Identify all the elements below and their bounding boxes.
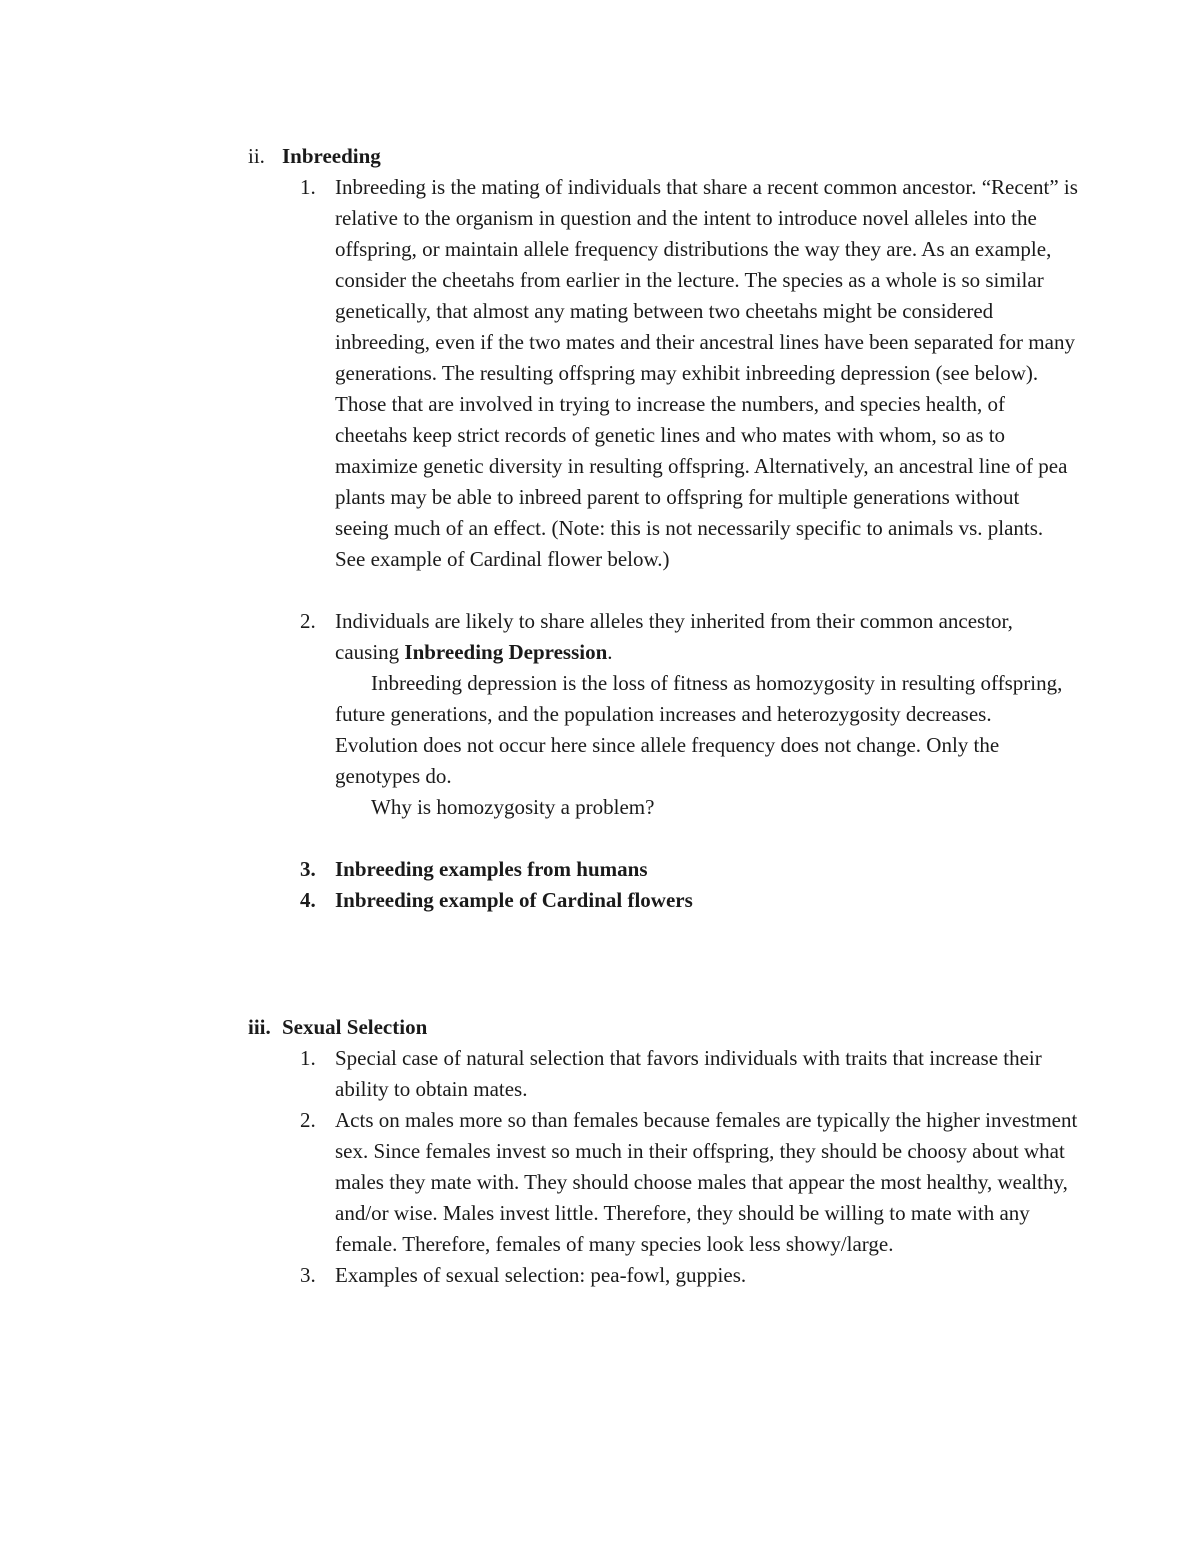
list-item [248, 1105, 1078, 1260]
section-heading [248, 141, 1078, 172]
item-text: Acts on males more so than females because females are typically the higher investment sex. Since females invest so much in their offspring, they should be choosy about what males they mate with. They should choose males that appear the most healthy, wealthy, and/or wise. Males invest little. Therefore, they should be willing to mate with any female. Therefore, females of many species look less showy/large. [335, 1108, 1078, 1256]
item-number: 1. [300, 175, 316, 199]
list-item [248, 854, 1078, 885]
section-title: Inbreeding [282, 144, 381, 168]
list-item [248, 1260, 1078, 1291]
item-number: 1. [300, 1046, 316, 1070]
item-question: Why is homozygosity a problem? [371, 795, 655, 819]
item-text [335, 606, 1078, 668]
item-paragraph: Inbreeding depression is the loss of fitness as homozygosity in resulting offspring, future generations, and the population increases and heterozygosity decreases. Evolution does not occur here since allele frequency does not change. Only the genotypes do. [335, 671, 1063, 788]
term-inbreeding-depression: Inbreeding Depression [404, 640, 608, 664]
section-title: Sexual Selection [282, 1015, 428, 1039]
item-number: 3. [300, 1263, 316, 1287]
section-inbreeding [248, 141, 1078, 916]
item-text: Examples of sexual selection: pea-fowl, guppies. [335, 1263, 747, 1287]
item-number: 3. [300, 857, 316, 881]
item-number: 2. [300, 609, 316, 633]
list-item [248, 885, 1078, 916]
item-text: Inbreeding is the mating of individuals that share a recent common ancestor. “Recent” is relative to the organism in question and the intent to introduce novel alleles into the offspring, or maintain allele frequency distributions the way they are. As an example, consider the cheetahs from earlier in the lecture. The species as a whole is so similar genetically, that almost any mating between two cheetahs might be considered inbreeding, even if the two mates and their ancestral lines have been separated for many generations. The resulting offspring may exhibit inbreeding depression (see below). Those that are involved in trying to increase the numbers, and species health, of cheetahs keep strict records of genetic lines and who mates with whom, so as to maximize genetic diversity in resulting offspring. Alternatively, an ancestral line of pea plants may be able to inbreed parent to offspring for multiple generations without seeing much of an effect. (Note: this is not necessarily specific to animals vs. plants. See example of Cardinal flower below.) [335, 175, 1078, 571]
list-item [248, 172, 1078, 575]
list-item [248, 606, 1078, 823]
item-text: Inbreeding example of Cardinal flowers [335, 888, 693, 912]
item-number: 2. [300, 1108, 316, 1132]
item-text: Special case of natural selection that favors individuals with traits that increase their ability to obtain mates. [335, 1046, 1042, 1101]
section-number: iii. [248, 1015, 271, 1039]
section-sexual-selection [248, 1012, 1078, 1291]
section-number: ii. [248, 144, 265, 168]
item-text-end: . [607, 640, 613, 664]
list-item [248, 1043, 1078, 1105]
section-heading [248, 1012, 1078, 1043]
item-text-lead: Individuals are likely to share alleles they inherited from their common ancestor, causing [335, 609, 1013, 664]
item-text: Inbreeding examples from humans [335, 857, 648, 881]
item-number: 4. [300, 888, 316, 912]
